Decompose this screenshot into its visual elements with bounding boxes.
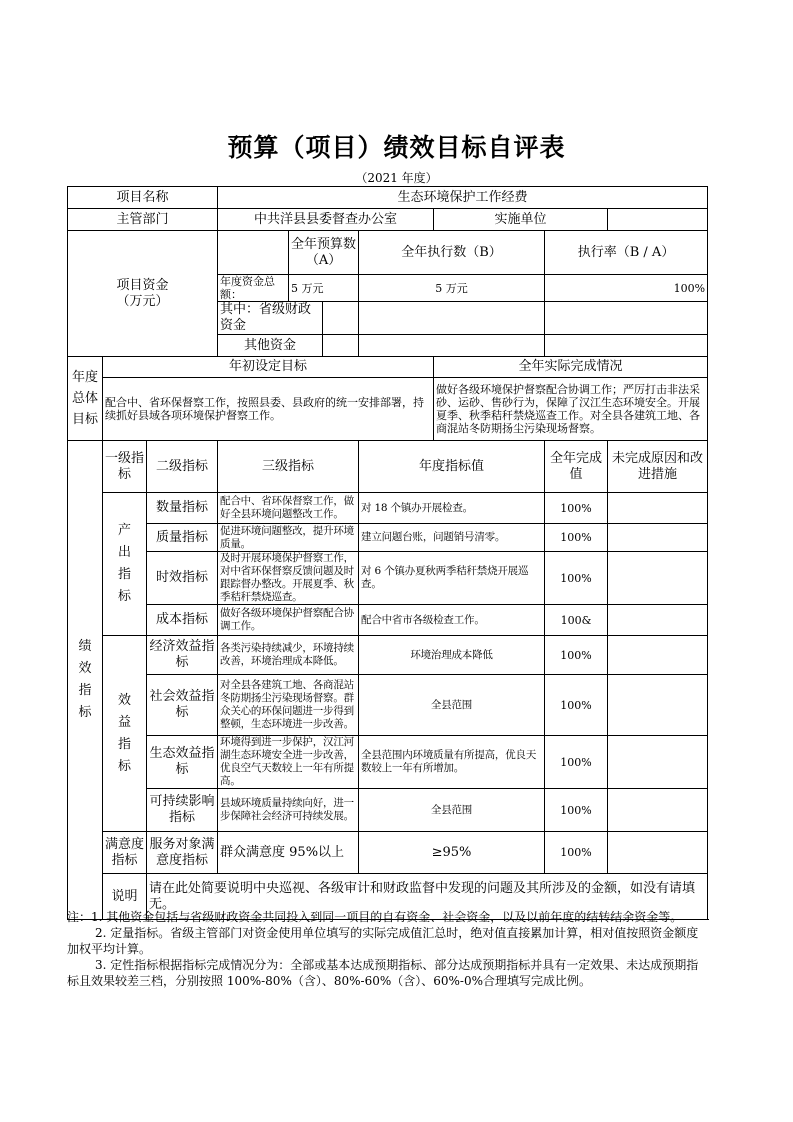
reason-cell — [608, 832, 708, 874]
h-reason: 未完成原因和改进措施 — [608, 441, 708, 493]
table-row — [68, 736, 708, 789]
reason-cell — [608, 552, 708, 605]
dept-value: 中共洋县县委督查办公室 — [218, 209, 434, 231]
other-funds-label: 其他资金 — [218, 335, 323, 357]
provincial-budget — [323, 302, 359, 335]
l2-label: 质量指标 — [147, 524, 218, 552]
target-value: 对 18 个镇办开展检查。 — [359, 493, 545, 524]
provincial-label: 其中：省级财政资金 — [218, 302, 323, 335]
funds-header-blank — [218, 231, 289, 275]
done-value: 100% — [545, 493, 608, 524]
reason-cell — [608, 493, 708, 524]
other-funds-budget — [323, 335, 359, 357]
other-funds-exec — [359, 335, 545, 357]
done-value: 100& — [545, 605, 608, 636]
remark-text: 请在此处简要说明中央巡视、各级审计和财政监督中发现的问题及其所涉及的金额，如没有请填无。 — [147, 874, 708, 920]
l3-text: 做好各级环境保护督察配合协调工作。 — [218, 605, 359, 636]
dept-label: 主管部门 — [68, 209, 218, 231]
l2-label: 生态效益指标 — [147, 736, 218, 789]
target-value: 建立问题台账，问题销号清零。 — [359, 524, 545, 552]
done-value: 100% — [545, 524, 608, 552]
funds-label-line1: 项目资金 — [116, 277, 169, 293]
target-value: 配合中省市各级检查工作。 — [359, 605, 545, 636]
target-value: 环境治理成本降低 — [359, 636, 545, 675]
other-funds-rate — [545, 335, 708, 357]
target-value: 全县范围 — [359, 789, 545, 832]
output-indicators-label: 产出指标 — [103, 493, 147, 636]
col-rate-header: 执行率（B / A） — [545, 231, 708, 275]
h-level1: 一级指标 — [103, 441, 147, 493]
l3-text: 促进环境问题整改，提升环境质量。 — [218, 524, 359, 552]
reason-cell — [608, 605, 708, 636]
l2-label: 服务对象满意度指标 — [147, 832, 218, 874]
project-name-label: 项目名称 — [68, 187, 218, 209]
l3-text: 环境得到进一步保护，汉江河湖生态环境安全进一步改善，优良空气天数较上一年有所提高。 — [218, 736, 359, 789]
reason-cell — [608, 524, 708, 552]
table-row — [68, 605, 708, 636]
total-exec: 5 万元 — [359, 275, 545, 302]
l3-text: 配合中、省环保督察工作，做好全县环境问题整改工作。 — [218, 493, 359, 524]
note-3: 3. 定性指标根据指标完成情况分为：全部或基本达成预期指标、部分达成预期指标并具有一定效果、未达成预期指标且效果较差三档，分别按照 100%-80%（含）、80%-60%（含）、60%-0%合理填写完成比例。 — [67, 958, 699, 988]
table-row — [68, 493, 708, 524]
l3-text: 各类污染持续减少，环境持续改善，环境治理成本降低。 — [218, 636, 359, 675]
table-row — [68, 832, 708, 874]
reason-cell — [608, 636, 708, 675]
l2-label: 经济效益指标 — [147, 636, 218, 675]
l3-text: 县域环境质量持续向好，进一步保障社会经济可持续发展。 — [218, 789, 359, 832]
done-value: 100% — [545, 736, 608, 789]
table-row — [68, 789, 708, 832]
l3-text: 群众满意度 95%以上 — [218, 832, 359, 874]
l3-text: 及时开展环境保护督察工作，对中省环保督察反馈问题及时跟踪督办整改。开展夏季、秋季秸秆禁烧巡查。 — [218, 552, 359, 605]
provincial-exec — [359, 302, 545, 335]
col-budget-header: 全年预算数（A） — [289, 231, 359, 275]
target-value: 全县范围 — [359, 675, 545, 736]
goals-set-text: 配合中、省环保督察工作，按照县委、县政府的统一安排部署，持续抓好县域各项环境保护督察工作。 — [103, 378, 434, 441]
report-year: （2021 年度） — [355, 171, 438, 185]
l2-label: 可持续影响指标 — [147, 789, 218, 832]
provincial-rate — [545, 302, 708, 335]
l2-label: 成本指标 — [147, 605, 218, 636]
table-row — [68, 552, 708, 605]
reason-cell — [608, 675, 708, 736]
col-exec-header: 全年执行数（B） — [359, 231, 545, 275]
goals-done-header: 全年实际完成情况 — [434, 357, 708, 378]
reason-cell — [608, 736, 708, 789]
table-row — [68, 675, 708, 736]
l3-text: 对全县各建筑工地、各商混站冬防期扬尘污染现场督察。群众关心的环保问题进一步得到整顿，生态环境进一步改善。 — [218, 675, 359, 736]
row-goals-header — [68, 357, 708, 378]
self-evaluation-table — [67, 186, 708, 920]
l2-label: 时效指标 — [147, 552, 218, 605]
page-title: 预算（项目）绩效目标自评表 — [227, 133, 566, 162]
reason-cell — [608, 789, 708, 832]
h-target-value: 年度指标值 — [359, 441, 545, 493]
done-value: 100% — [545, 552, 608, 605]
h-level3: 三级指标 — [218, 441, 359, 493]
done-value: 100% — [545, 636, 608, 675]
impl-unit-value — [608, 209, 708, 231]
target-value: 全县范围内环境质量有所提高，优良天数较上一年有所增加。 — [359, 736, 545, 789]
done-value: 100% — [545, 675, 608, 736]
benefit-indicators-label: 效益指标 — [103, 636, 147, 832]
row-indicator-header — [68, 441, 708, 493]
done-value: 100% — [545, 832, 608, 874]
table-row — [68, 524, 708, 552]
note-1: 注：1. 其他资金包括与省级财政资金共同投入到同一项目的自有资金、社会资金，以及以前年度的结转结余资金等。 — [67, 910, 683, 924]
funds-label — [68, 231, 218, 357]
total-rate: 100% — [545, 275, 708, 302]
row-project-name — [68, 187, 708, 209]
h-level2: 二级指标 — [147, 441, 218, 493]
total-label: 年度资金总额： — [218, 275, 289, 302]
impl-unit-label: 实施单位 — [434, 209, 608, 231]
goals-section-label: 年度总体目标 — [68, 357, 103, 441]
row-goals-body — [68, 378, 708, 441]
target-value: 对 6 个镇办夏秋两季秸秆禁烧开展巡查。 — [359, 552, 545, 605]
footnotes — [67, 909, 707, 989]
l2-label: 社会效益指标 — [147, 675, 218, 736]
table-row — [68, 636, 708, 675]
total-budget: 5 万元 — [289, 275, 359, 302]
goals-done-text: 做好各级环境保护督察配合协调工作；严厉打击非法采砂、运砂、售砂行为，保障了汉江生态环境安全。开展夏季、秋季秸秆禁烧巡查工作。对全县各建筑工地、各商混站冬防期扬尘污染现场督察。 — [434, 378, 708, 441]
funds-label-line2: （万元） — [116, 293, 169, 309]
h-done-value: 全年完成值 — [545, 441, 608, 493]
indicators-section-label: 绩效指标 — [68, 441, 103, 920]
remark-label: 说明 — [103, 874, 147, 920]
l2-label: 数量指标 — [147, 493, 218, 524]
row-department — [68, 209, 708, 231]
target-value: ≥95% — [359, 832, 545, 874]
done-value: 100% — [545, 789, 608, 832]
goals-set-header: 年初设定目标 — [103, 357, 434, 378]
row-funds-header — [68, 231, 708, 275]
project-name-value: 生态环境保护工作经费 — [218, 187, 708, 209]
satisfaction-indicators-label: 满意度指标 — [103, 832, 147, 874]
note-2: 2. 定量指标。省级主管部门对资金使用单位填写的实际完成值汇总时，绝对值直接累加计算，相对值按照资金额度加权平均计算。 — [67, 926, 699, 956]
